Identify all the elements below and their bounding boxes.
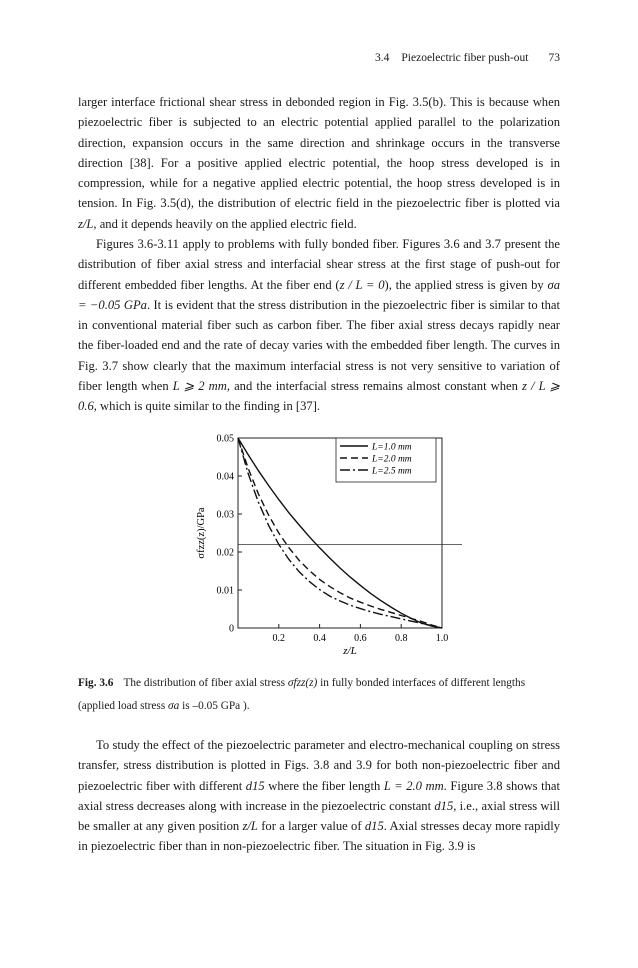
axial-stress-chart	[190, 428, 470, 668]
p2-t2: ), the applied stress is given by	[384, 277, 548, 292]
p2-t4: , and the interfacial stress remains almost constant when	[226, 379, 523, 394]
running-header	[78, 52, 560, 64]
caption-t2: in fully bonded interfaces of different lengths (applied load stress	[78, 677, 526, 712]
section-title: Piezoelectric fiber push-out	[401, 52, 529, 64]
p3-t2: where the fiber length	[264, 778, 384, 793]
y-tick-label: 0.04	[216, 471, 234, 483]
p3-t4: , i.e., axial stress will be smaller at any given position	[78, 798, 561, 834]
p3-t3: . Figure 3.8 shows that axial stress decreases along with increase in the piezoelectric constant	[78, 778, 560, 813]
p2-eq4: z / L ⩾ 0.6	[78, 379, 560, 414]
figure-caption	[78, 672, 560, 718]
y-tick-label: 0.02	[216, 547, 234, 559]
p2-t1: Figures 3.6-3.11 apply to problems with fully bonded fiber. Figures 3.6 and 3.7 present the distribution of fiber axial stress and interfacial shear stress at the first stage of push-out for different embedded fiber lengths. At the fiber end (	[78, 237, 560, 292]
p1-text-a: larger interface frictional shear stress in debonded region in Fig. 3.5(b). This is because when piezoelectric fiber is subjected to an electric potential applied parallel to the polarization direction, expansion occurs in the same direction and shrinkage occurs in the transverse direction [38]. For a positive applied electric potential, the hoop stress developed is in compression, while for a negative applied electric potential, the hoop stress developed is in tension. In Fig. 3.5(d), the distribution of electric field in the piezoelectric fiber is plotted via	[78, 95, 560, 211]
legend-label-3: L=2.5 mm	[372, 466, 412, 477]
x-tick-label: 0.4	[313, 633, 326, 644]
p3-t5: for a larger value of	[257, 819, 365, 834]
x-axis-label: z/L	[343, 645, 357, 657]
p3-d15b: d15	[434, 798, 454, 813]
p3-t1: To study the effect of the piezoelectric parameter and electro-mechanical coupling on stress transfer, stress distribution is plotted in Figs. 3.8 and 3.9 for both non-piezoelectric fiber and piezoelectric fiber with different	[78, 738, 560, 793]
p3-zl: z/L	[242, 819, 258, 834]
p2-eq3: L ⩾ 2 mm	[172, 379, 227, 394]
section-number: 3.4	[375, 52, 390, 64]
p1-zl: z/L	[78, 216, 94, 231]
caption-label: Fig. 3.6	[78, 677, 114, 689]
p3-d15a: d15	[245, 778, 265, 793]
caption-t1: The distribution of fiber axial stress	[123, 677, 288, 689]
y-tick-label: 0.03	[216, 509, 234, 521]
x-tick-label: 0.2	[272, 633, 286, 644]
p2-eq2: σa = −0.05 GPa	[78, 277, 560, 312]
p3-d15c: d15	[364, 819, 384, 834]
p2-eq1: z / L = 0	[339, 277, 385, 292]
x-tick-label: 0.8	[394, 633, 408, 644]
p3-t6: . Axial stresses decay more rapidly in piezoelectric fiber than in non-piezoelectric fiber. The situation in Fig. 3.9 is	[78, 819, 560, 854]
x-tick-label: 0.6	[354, 633, 367, 644]
p2-t3: . It is evident that the stress distribution in the piezoelectric fiber is similar to that in conventional material fiber such as carbon fiber. The fiber axial stress decays rapidly near the fiber-loaded end and the rate of decay varies with the embedded fiber length. The curves in Fig. 3.7 show clearly that the maximum interfacial stress is not very sensitive to variation of fiber length when	[78, 297, 560, 394]
caption-sym2: σa	[168, 700, 180, 712]
paragraph-2	[78, 234, 560, 417]
legend-label-1: L=1.0 mm	[372, 442, 412, 453]
p1-text-b: , and it depends heavily on the applied electric field.	[93, 216, 357, 231]
p2-t5: , which is quite similar to the finding in [37].	[93, 399, 321, 414]
y-tick-label: 0	[229, 623, 234, 635]
x-tick-label: 1.0	[435, 633, 449, 644]
y-axis-label: σfzz(z)/GPa	[196, 507, 207, 559]
legend-label-2: L=2.0 mm	[372, 454, 412, 465]
y-tick-label: 0.05	[216, 433, 234, 445]
paragraph-3	[78, 735, 560, 857]
y-tick-label: 0.01	[216, 585, 234, 597]
chart-legend	[336, 438, 436, 482]
p3-eq: L = 2.0 mm	[383, 778, 444, 793]
caption-sym: σfzz(z)	[287, 677, 318, 689]
caption-t3: is –0.05 GPa ).	[179, 700, 250, 712]
page-number: 73	[548, 52, 560, 64]
paragraph-1	[78, 92, 560, 234]
